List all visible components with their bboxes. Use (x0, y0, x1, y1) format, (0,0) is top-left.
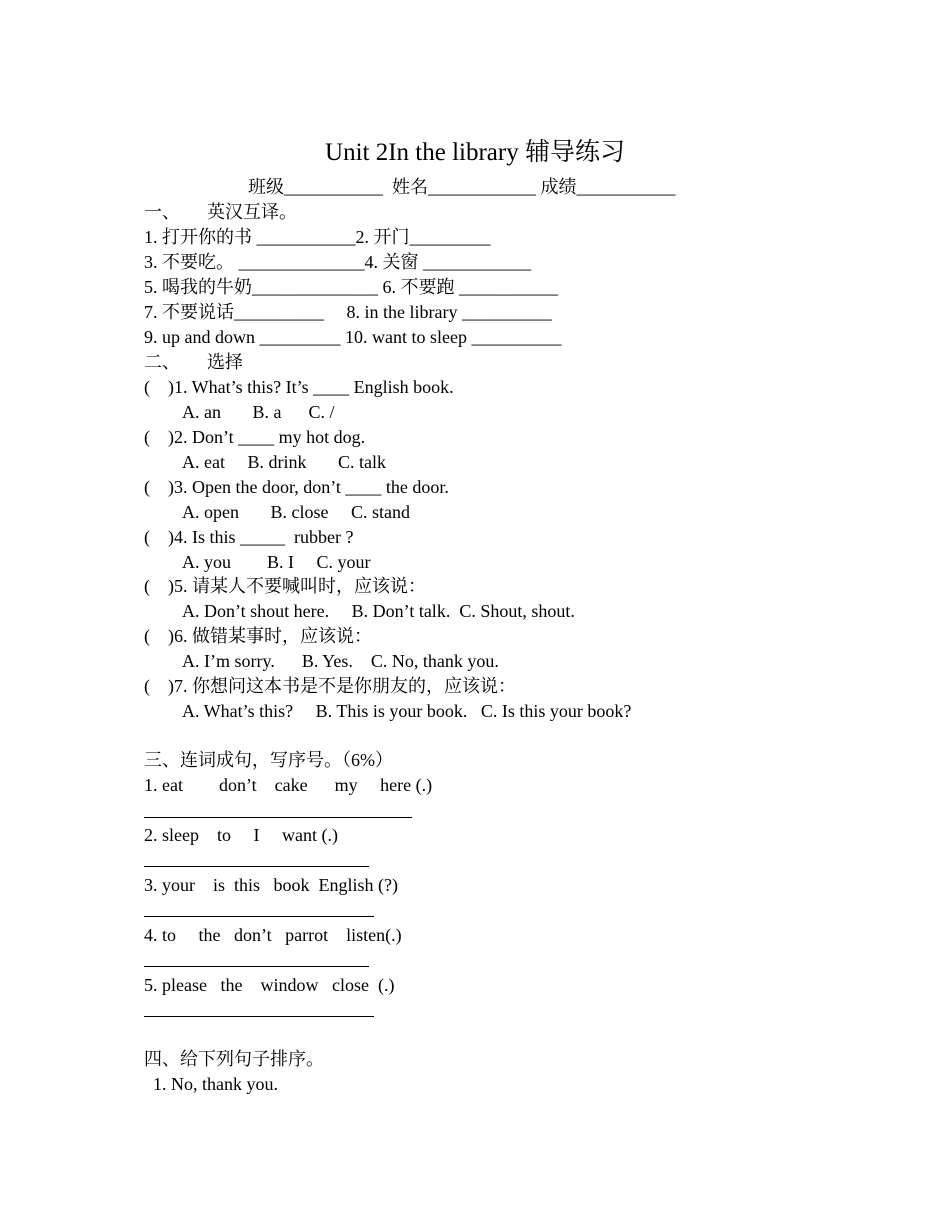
choice-question: ( )5. 请某人不要喊叫时，应该说： (144, 576, 426, 596)
ordering-item: 1. No, thank you. (153, 1074, 278, 1094)
word-order-item: 5. please the window close (.) (144, 975, 395, 995)
word-order-item: 4. to the don’t parrot listen(.) (144, 925, 402, 945)
choice-question: ( )7. 你想问这本书是不是你朋友的，应该说： (144, 676, 516, 696)
word-order-item: 3. your is this book English (?) (144, 875, 398, 895)
answer-line (144, 866, 369, 867)
translation-row: 7. 不要说话__________ 8. in the library __________ (144, 302, 552, 322)
translation-row: 5. 喝我的牛奶______________ 6. 不要跑 ___________ (144, 277, 558, 297)
choice-options: A. What’s this? B. This is your book. C. Is this your book? (182, 701, 632, 721)
choice-question: ( )4. Is this _____ rubber ? (144, 527, 354, 547)
section-4-heading: 四、给下列句子排序。 (144, 1049, 324, 1069)
choice-options: A. I’m sorry. B. Yes. C. No, thank you. (182, 651, 499, 671)
choice-options: A. eat B. drink C. talk (182, 452, 386, 472)
translation-row: 1. 打开你的书 ___________2. 开门_________ (144, 227, 495, 247)
section-1-heading: 一、 英汉互译。 (144, 202, 297, 222)
choice-options: A. Don’t shout here. B. Don’t talk. C. Shout, shout. (182, 601, 575, 621)
translation-row: 9. up and down _________ 10. want to sleep __________ (144, 327, 562, 347)
word-order-item: 1. eat don’t cake my here (.) (144, 775, 433, 795)
answer-line (144, 916, 374, 917)
choice-question: ( )2. Don’t ____ my hot dog. (144, 427, 366, 447)
section-3-heading: 三、连词成句，写序号。（6%） (144, 750, 393, 770)
section-2-heading: 二、 选择 (144, 352, 243, 372)
worksheet-title: Unit 2In the library 辅导练习 (325, 139, 625, 166)
choice-question: ( )1. What’s this? It’s ____ English book. (144, 377, 454, 397)
choice-options: A. open B. close C. stand (182, 502, 410, 522)
word-order-item: 2. sleep to I want (.) (144, 825, 338, 845)
translation-row: 3. 不要吃。 ______________4. 关窗 ____________ (144, 252, 531, 272)
answer-line (144, 817, 412, 818)
choice-options: A. you B. I C. your (182, 552, 371, 572)
answer-line (144, 1016, 374, 1017)
answer-line (144, 966, 369, 967)
choice-question: ( )6. 做错某事时，应该说： (144, 626, 372, 646)
student-info-line: 班级___________ 姓名____________ 成绩___________ (248, 177, 676, 197)
choice-options: A. an B. a C. / (182, 402, 335, 422)
choice-question: ( )3. Open the door, don’t ____ the door. (144, 477, 449, 497)
